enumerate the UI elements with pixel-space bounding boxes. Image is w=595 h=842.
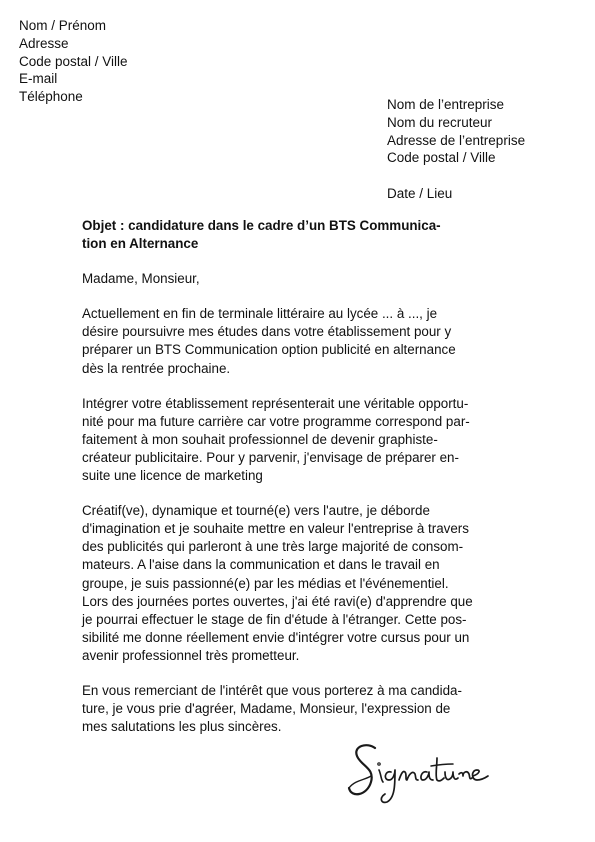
paragraph-line: je pourrai effectuer le stage de fin d'étude à l'étranger. Cette pos- [82, 611, 467, 627]
recipient-address: Adresse de l’entreprise [387, 132, 526, 148]
paragraph-line: groupe, je suis passionné(e) par les médias et l'événementiel. [82, 575, 449, 591]
paragraph-line: Actuellement en fin de terminale littéraire au lycée ... à ..., je [82, 306, 438, 322]
sender-address: Adresse [19, 35, 69, 51]
paragraph-line: préparer un BTS Communication option publicité en alternance [82, 342, 456, 358]
paragraph-line: dès la rentrée prochaine. [82, 360, 231, 376]
sender-name: Nom / Prénom [19, 18, 107, 33]
date-place: Date / Lieu [387, 186, 453, 201]
paragraph-line: Créatif(ve), dynamique et tourné(e) vers l'autre, je déborde [82, 503, 430, 519]
paragraph-line: Lors des journées portes ouvertes, j'ai été ravi(e) d'apprendre que [82, 593, 473, 609]
sender-postal-city: Code postal / Ville [19, 53, 128, 69]
paragraph-line: mateurs. A l'aise dans la communication et dans le travail en [82, 557, 440, 573]
subject-line [82, 217, 502, 253]
paragraph-line: nité pour ma future carrière car votre programme correspond par- [82, 413, 470, 429]
paragraph-line: des publicités qui parleront à une très large majorité de consom- [82, 539, 464, 555]
paragraph-line: mes salutations les plus sincères. [82, 719, 282, 735]
paragraph-motivation [82, 395, 502, 485]
handwritten-signature [345, 740, 490, 810]
paragraph-line: d'imagination et je souhaite mettre en valeur l'entreprise à travers [82, 521, 469, 537]
paragraph-line: avenir professionnel très prometteur. [82, 647, 300, 663]
paragraph-line: désire poursuivre mes études dans votre établissement pour y [82, 324, 452, 340]
paragraph-closing [82, 682, 502, 736]
paragraph-intro [82, 305, 502, 377]
subject-line-1: Objet : candidature dans le cadre d’un BTS Communica- [82, 218, 441, 233]
paragraph-qualities [82, 502, 502, 665]
sender-email: E-mail [19, 71, 58, 87]
signature-ink [345, 740, 490, 810]
recipient-postal-city: Code postal / Ville [387, 150, 496, 166]
recipient-recruiter: Nom du recruteur [387, 114, 493, 130]
salutation: Madame, Monsieur, [82, 271, 200, 287]
paragraph-line: En vous remerciant de l'intérêt que vous porterez à ma candida- [82, 682, 462, 698]
paragraph-line: sibilité me donne réellement envie d'intégrer votre cursus pour un [82, 629, 470, 645]
paragraph-line: faitement à mon souhait professionnel de devenir graphiste- [82, 431, 438, 447]
paragraph-line: Intégrer votre établissement représenterait une véritable opportu- [82, 395, 469, 411]
recipient-company: Nom de l’entreprise [387, 97, 505, 112]
letter-body [82, 217, 502, 753]
subject-line-2: tion en Alternance [82, 236, 199, 252]
sender-phone: Téléphone [19, 89, 83, 105]
recipient-block [387, 96, 525, 167]
sender-block [19, 17, 128, 106]
paragraph-line: créateur publicitaire. Pour y parvenir, j'envisage de préparer en- [82, 449, 459, 465]
paragraph-line: ture, je vous prie d'agréer, Madame, Monsieur, l'expression de [82, 701, 451, 717]
paragraph-line: suite une licence de marketing [82, 468, 263, 484]
